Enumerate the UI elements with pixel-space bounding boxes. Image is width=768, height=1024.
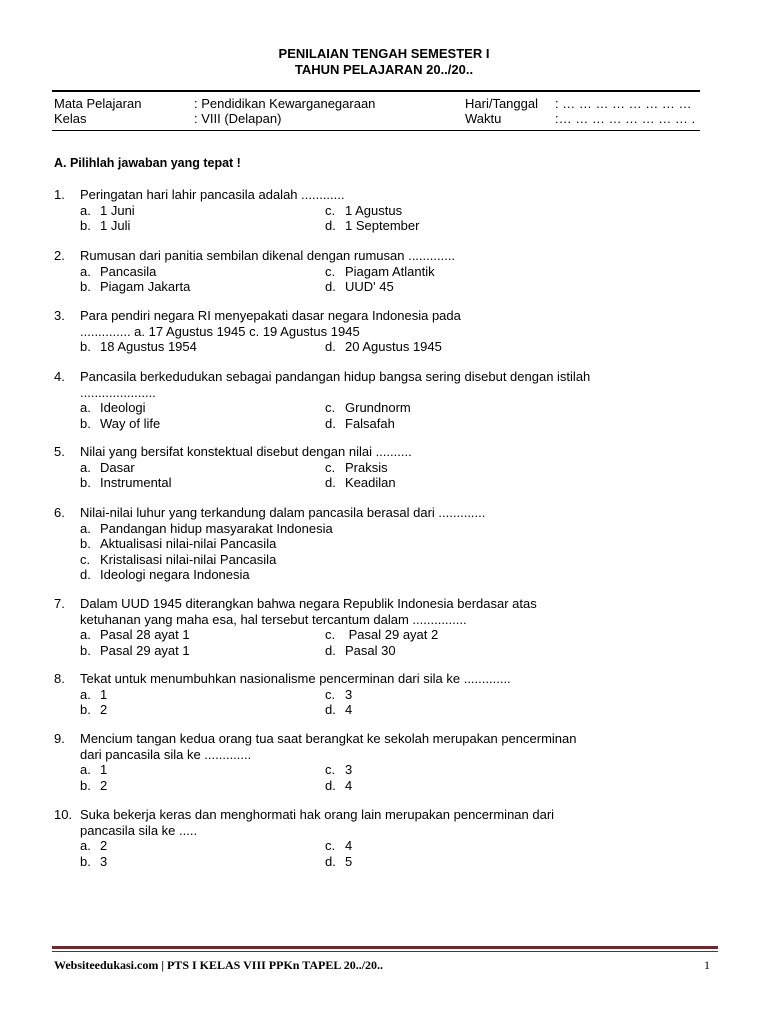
- option-letter: d.: [325, 339, 336, 354]
- option-text: Pasal 28 ayat 1: [100, 627, 190, 642]
- question-text: Rumusan dari panitia sembilan dikenal dengan rumusan .............: [80, 248, 456, 263]
- hari-value: : … … … … … … … …: [555, 96, 692, 111]
- option-right: [325, 762, 352, 778]
- question-number: 5.: [54, 444, 65, 459]
- question-1: [54, 187, 714, 234]
- option-row: [54, 203, 714, 219]
- option-row: [54, 854, 714, 870]
- question-continuation: ketuhanan yang maha esa, hal tersebut tercantum dalam ...............: [80, 611, 467, 627]
- option-row: [54, 279, 714, 295]
- option-right: [325, 416, 395, 432]
- option-letter: b.: [80, 415, 91, 431]
- option-row: [54, 536, 714, 552]
- option-text: 4: [345, 702, 353, 717]
- option-text: Falsafah: [345, 415, 395, 431]
- hari-label: Hari/Tanggal: [465, 96, 538, 111]
- option-right: [325, 460, 388, 476]
- option-text: 5: [345, 853, 353, 869]
- question-number: 8.: [54, 671, 65, 686]
- option-text: Pasal 29 ayat 1: [100, 642, 190, 658]
- question-text: Nilai yang bersifat konstektual disebut dengan nilai ..........: [80, 444, 412, 459]
- question-text: Peringatan hari lahir pancasila adalah ............: [80, 187, 345, 202]
- question-continuation: pancasila sila ke .....: [80, 822, 198, 838]
- option-left: [80, 339, 325, 355]
- waktu-value: :… … … … … … … … .: [555, 111, 696, 126]
- question-5: [54, 444, 714, 491]
- question-3: [54, 308, 714, 355]
- question-continuation: .....................: [80, 384, 156, 400]
- question-7: [54, 596, 714, 658]
- option-right: [325, 702, 352, 718]
- option-letter: a.: [80, 520, 91, 536]
- option-left: [80, 400, 325, 416]
- option-letter: d.: [325, 475, 336, 490]
- question-number: 6.: [54, 505, 65, 520]
- option-letter: a.: [80, 762, 91, 777]
- option-right: [325, 339, 442, 355]
- option-letter: a.: [80, 263, 91, 279]
- option-left: [80, 702, 325, 718]
- question-line: [54, 444, 714, 460]
- kelas-value: : VIII (Delapan): [194, 111, 282, 126]
- option-letter: b.: [80, 218, 91, 233]
- option-text: 4: [345, 838, 353, 853]
- waktu-label: Waktu: [465, 111, 502, 126]
- option-letter: d.: [325, 415, 336, 431]
- question-text: Pancasila berkedudukan sebagai pandangan hidup bangsa sering disebut dengan istilah: [80, 369, 591, 384]
- question-line: [54, 248, 714, 264]
- question-line: [54, 505, 714, 521]
- option-row: [54, 762, 714, 778]
- option-letter: d.: [325, 702, 336, 717]
- option-letter: c.: [325, 202, 336, 218]
- option-left: [80, 218, 325, 234]
- option-left: [80, 778, 325, 794]
- option-text: Ideologi negara Indonesia: [100, 567, 250, 582]
- option-letter: c.: [325, 400, 336, 415]
- option-letter: b.: [80, 642, 91, 658]
- option-right: [325, 854, 352, 870]
- option-right: [325, 218, 419, 234]
- option-row: [54, 521, 714, 537]
- question-number: 4.: [54, 369, 65, 384]
- question-line: [54, 596, 714, 612]
- option-left: [80, 475, 325, 491]
- option-letter: c.: [325, 459, 336, 475]
- question-9: [54, 731, 714, 793]
- page-subtitle: TAHUN PELAJARAN 20../20..: [294, 62, 474, 77]
- option-row: [54, 627, 714, 643]
- option-row: [54, 264, 714, 280]
- option-row: [54, 778, 714, 794]
- option-left: [80, 643, 325, 659]
- option-text: Aktualisasi nilai-nilai Pancasila: [100, 536, 277, 551]
- option-letter: b.: [80, 279, 91, 294]
- option-right: [325, 279, 394, 295]
- option-letter: b.: [80, 339, 91, 354]
- option-letter: c.: [325, 627, 336, 642]
- option-text: Kristalisasi nilai-nilai Pancasila: [100, 551, 277, 567]
- option-letter: a.: [80, 686, 91, 702]
- option-text: Pandangan hidup masyarakat Indonesia: [100, 520, 333, 536]
- question-line: [54, 807, 714, 823]
- option-letter: c.: [325, 838, 336, 853]
- option-left: [80, 687, 325, 703]
- option-text: Piagam Atlantik: [345, 263, 435, 279]
- question-10: [54, 807, 714, 869]
- question-text: Suka bekerja keras dan menghormati hak orang lain merupakan pencerminan dari: [80, 807, 555, 822]
- option-letter: b.: [80, 702, 91, 717]
- footer-text: Websiteedukasi.com | PTS I KELAS VIII PPKn TAPEL 20../20..: [54, 958, 384, 972]
- page-title: PENILAIAN TENGAH SEMESTER I: [278, 46, 490, 61]
- option-letter: d.: [325, 218, 336, 233]
- footer-rule-thin: [52, 951, 718, 952]
- question-text: Nilai-nilai luhur yang terkandung dalam pancasila berasal dari .............: [80, 505, 486, 520]
- question-number: 1.: [54, 187, 65, 202]
- option-letter: a.: [80, 202, 91, 218]
- option-right: [325, 778, 352, 794]
- question-2: [54, 248, 714, 295]
- question-number: 10.: [54, 807, 73, 822]
- option-text: Instrumental: [100, 475, 172, 490]
- option-text: Pasal 30: [345, 642, 396, 658]
- question-line: [54, 671, 714, 687]
- option-text: 20 Agustus 1945: [345, 339, 442, 354]
- option-letter: c.: [325, 686, 336, 702]
- option-right: [325, 687, 352, 703]
- option-text: 1 Juli: [100, 218, 131, 233]
- option-letter: a.: [80, 627, 91, 642]
- option-row: [54, 567, 714, 583]
- option-left: [80, 203, 325, 219]
- option-left: [80, 264, 325, 280]
- option-text: 2: [100, 777, 108, 793]
- option-letter: d.: [325, 853, 336, 869]
- option-left: [80, 279, 325, 295]
- option-text: Way of life: [100, 415, 161, 431]
- question-line: [54, 187, 714, 203]
- option-letter: d.: [80, 567, 91, 582]
- page-number: 1: [704, 958, 710, 972]
- option-row: [54, 702, 714, 718]
- option-text: Pasal 29 ayat 2: [345, 627, 439, 642]
- option-left: [80, 838, 325, 854]
- question-line: [54, 731, 714, 747]
- question-text: Tekat untuk menumbuhkan nasionalisme pencerminan dari sila ke .............: [80, 671, 511, 686]
- option-row: [54, 400, 714, 416]
- question-line: [54, 369, 714, 385]
- question-continuation: dari pancasila sila ke .............: [80, 746, 252, 762]
- option-right: [325, 400, 411, 416]
- option-row: [54, 460, 714, 476]
- option-right: [325, 838, 352, 854]
- question-number: 3.: [54, 308, 65, 323]
- header-rule-top: [52, 90, 700, 92]
- option-text: Piagam Jakarta: [100, 279, 191, 294]
- question-number: 9.: [54, 731, 65, 746]
- question-8: [54, 671, 714, 718]
- option-letter: b.: [80, 536, 91, 551]
- option-letter: b.: [80, 853, 91, 869]
- option-text: 3: [345, 686, 353, 702]
- option-text: 2: [100, 702, 108, 717]
- option-text: Keadilan: [345, 475, 396, 490]
- question-line: [54, 308, 714, 324]
- option-left: [80, 762, 325, 778]
- question-text: Dalam UUD 1945 diterangkan bahwa negara Republik Indonesia berdasar atas: [80, 596, 537, 611]
- question-number: 2.: [54, 248, 65, 263]
- option-letter: a.: [80, 838, 91, 853]
- option-text: 3: [100, 853, 108, 869]
- option-row: [54, 552, 714, 568]
- kelas-label: Kelas: [54, 111, 87, 126]
- option-letter: b.: [80, 475, 91, 490]
- question-text: Para pendiri negara RI menyepakati dasar negara Indonesia pada: [80, 308, 461, 323]
- option-letter: b.: [80, 777, 91, 793]
- option-text: 18 Agustus 1954: [100, 339, 197, 354]
- option-letter: c.: [325, 263, 336, 279]
- header-rule-bottom: [52, 130, 700, 131]
- mapel-value: : Pendidikan Kewarganegaraan: [194, 96, 376, 111]
- option-text: Ideologi: [100, 400, 146, 415]
- option-text: 1 September: [345, 218, 420, 233]
- option-letter: d.: [325, 642, 336, 658]
- option-text: 1: [100, 762, 108, 777]
- option-right: [325, 643, 396, 659]
- option-row: [54, 643, 714, 659]
- option-right: [325, 264, 435, 280]
- option-right: [325, 627, 438, 643]
- option-text: Pancasila: [100, 263, 157, 279]
- option-left: [80, 416, 325, 432]
- option-letter: a.: [80, 459, 91, 475]
- option-text: 3: [345, 762, 353, 777]
- option-row: [54, 416, 714, 432]
- question-text: Mencium tangan kedua orang tua saat berangkat ke sekolah merupakan pencerminan: [80, 731, 577, 746]
- option-text: 2: [100, 838, 108, 853]
- option-letter: c.: [80, 551, 91, 567]
- question-6: [54, 505, 714, 583]
- question-continuation: .............. a. 17 Agustus 1945 c. 19 Agustus 1945: [80, 323, 360, 339]
- option-text: 1: [100, 686, 108, 702]
- option-right: [325, 475, 396, 491]
- option-text: Dasar: [100, 459, 135, 475]
- option-row: [54, 475, 714, 491]
- option-text: UUD' 45: [345, 279, 394, 294]
- option-left: [80, 460, 325, 476]
- option-letter: c.: [325, 762, 336, 777]
- option-text: 4: [345, 777, 353, 793]
- option-letter: a.: [80, 400, 91, 415]
- mapel-label: Mata Pelajaran: [54, 96, 142, 111]
- option-right: [325, 203, 402, 219]
- option-text: Grundnorm: [345, 400, 411, 415]
- option-letter: d.: [325, 777, 336, 793]
- question-number: 7.: [54, 596, 65, 611]
- option-text: 1 Juni: [100, 202, 135, 218]
- option-letter: d.: [325, 279, 336, 294]
- option-left: [80, 627, 325, 643]
- option-row: [54, 687, 714, 703]
- option-text: Praksis: [345, 459, 388, 475]
- option-row: [54, 339, 714, 355]
- section-heading: A. Pilihlah jawaban yang tepat !: [54, 156, 241, 170]
- footer-rule: [52, 946, 718, 949]
- option-row: [54, 218, 714, 234]
- option-row: [54, 838, 714, 854]
- option-left: [80, 854, 325, 870]
- question-4: [54, 369, 714, 431]
- option-text: 1 Agustus: [345, 202, 403, 218]
